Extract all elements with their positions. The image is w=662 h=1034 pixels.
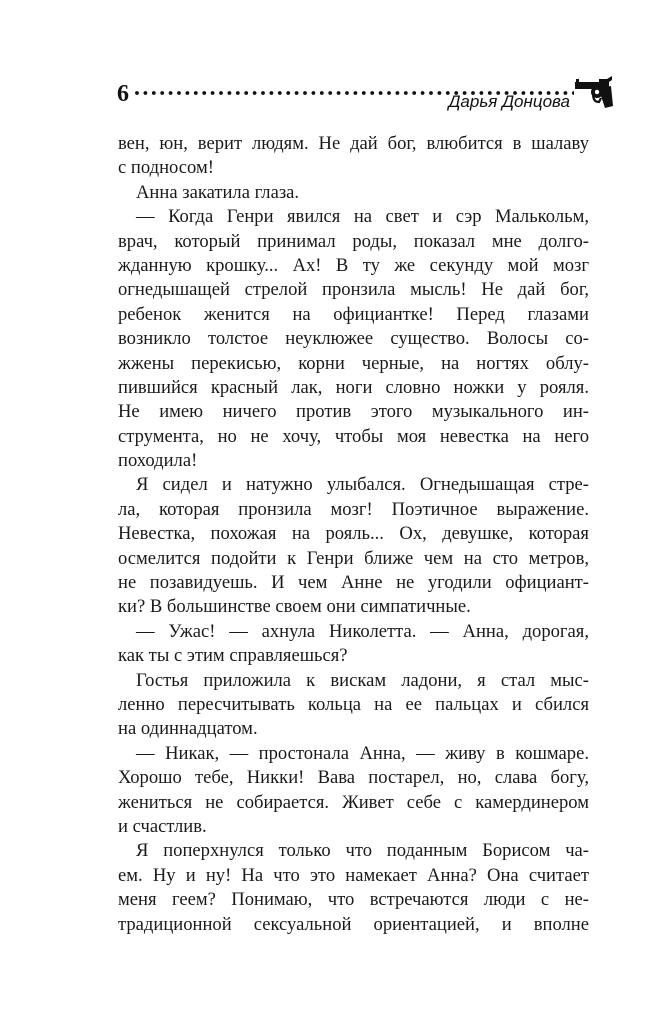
rule-dot <box>295 91 299 95</box>
author-name: Дарья Донцова <box>448 92 570 111</box>
rule-dot <box>404 91 408 95</box>
rule-dot <box>370 91 374 95</box>
text-line: Не имею ничего против этого музыкального ин- <box>118 401 589 423</box>
text-line: Я поперхнулся только что поданным Борисом ча- <box>136 840 589 862</box>
rule-dot <box>421 91 425 95</box>
text-line: жданную крошку... Ах! В ту же секунду мой мозг <box>118 254 589 276</box>
text-line: ребенок женится на официантке! Перед глазами <box>118 303 589 325</box>
rule-dot <box>253 91 257 95</box>
rule-dot <box>320 91 324 95</box>
text-line: Хорошо тебе, Никки! Вава постарел, но, слава богу, <box>118 767 589 789</box>
rule-dot <box>328 91 332 95</box>
text-line: — Когда Генри явился на свет и сэр Малькольм, <box>136 206 589 228</box>
rule-dot <box>345 91 349 95</box>
rule-dot <box>160 91 164 95</box>
text-line: Невестка, похожая на рояль... Ох, девушке, которая <box>118 523 589 545</box>
rule-dot <box>219 91 223 95</box>
rule-dot <box>438 91 442 95</box>
text-line: ленно пересчитывать кольца на ее пальцах и сбился <box>118 693 589 715</box>
rule-dot <box>236 91 240 95</box>
text-line: с подносом! <box>118 157 214 179</box>
rule-dot <box>572 91 574 95</box>
text-line: — Никак, — простонала Анна, — живу в кошмаре. <box>136 742 589 764</box>
rule-dot <box>202 91 206 95</box>
text-line: огнедышащей стрелой пронзила мысль! Не дай бог, <box>118 279 589 301</box>
rule-dot <box>228 91 232 95</box>
rule-dot <box>379 91 383 95</box>
body-text <box>118 132 589 937</box>
rule-dot <box>387 91 391 95</box>
text-line: традиционной сексуальной ориентацией, и вполне <box>118 913 589 935</box>
text-line: ла, которая пронзила мозг! Поэтичное выражение. <box>118 498 589 520</box>
text-line: меня геем? Понимаю, что встречаются люди с не- <box>118 889 589 911</box>
rule-dot <box>429 91 433 95</box>
rule-dot <box>278 91 282 95</box>
text-line: струмента, но не хочу, чтобы моя невестка на него <box>118 425 589 447</box>
text-line: — Ужас! — ахнула Николетта. — Анна, дорогая, <box>136 620 589 642</box>
rule-dot <box>362 91 366 95</box>
rule-dot <box>412 91 416 95</box>
rule-dot <box>337 91 341 95</box>
rule-dot <box>144 91 148 95</box>
text-line: ки? В большинстве своем они симпатичные. <box>118 596 471 618</box>
text-line: Гостья приложила к вискам ладони, я стал мыс- <box>136 669 589 691</box>
rule-dot <box>286 91 290 95</box>
text-line: на одиннадцатом. <box>118 718 258 740</box>
rule-dot <box>194 91 198 95</box>
text-line: пившийся красный лак, ноги словно ножки у рояля. <box>118 376 589 398</box>
text-line: возникло толстое неуклюжее существо. Волосы со- <box>118 328 589 350</box>
rule-dot <box>303 91 307 95</box>
rule-dot <box>152 91 156 95</box>
text-line: вен, юн, верит людям. Не дай бог, влюбится в шалаву <box>118 133 589 154</box>
revolver-icon <box>575 76 613 110</box>
rule-dot <box>211 91 215 95</box>
rule-dot <box>270 91 274 95</box>
rule-dot <box>261 91 265 95</box>
text-line: осмелится подойти к Генри ближе чем на сто метров, <box>118 547 589 569</box>
rule-dot <box>244 91 248 95</box>
rule-dot <box>186 91 190 95</box>
rule-dot <box>135 91 139 95</box>
rule-dot <box>169 91 173 95</box>
text-line: ем. Ну и ну! На что это намекает Анна? Она считает <box>118 864 589 886</box>
text-line: жениться не собирается. Живет себе с камердинером <box>118 791 589 813</box>
rule-dot <box>177 91 181 95</box>
text-line: не позавидуешь. И чем Анне не угодили официант- <box>118 572 589 594</box>
page-number: 6 <box>117 81 129 107</box>
text-line: Я сидел и натужно улыбался. Огнедышащая стре- <box>136 474 589 496</box>
rule-dot <box>354 91 358 95</box>
text-line: Анна закатила глаза. <box>136 181 300 203</box>
rule-dot <box>396 91 400 95</box>
text-line: походила! <box>118 450 198 472</box>
text-line: как ты с этим справляешься? <box>118 645 348 667</box>
text-line: врач, который принимал роды, показал мне долго- <box>118 230 589 252</box>
rule-dot <box>312 91 316 95</box>
text-line: и счастлив. <box>118 815 207 837</box>
text-line: жжены перекисью, корни черные, на ногтях облу- <box>118 352 589 374</box>
